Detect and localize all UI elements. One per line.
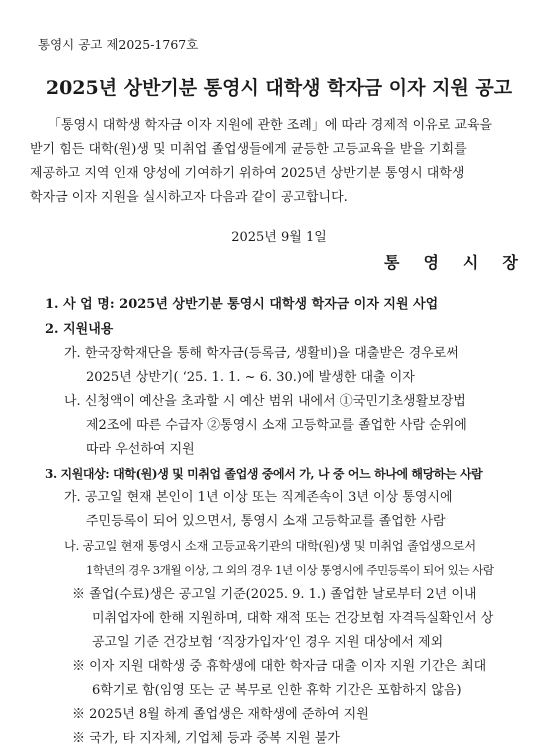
note-1-line-1: ※ 졸업(수료)생은 공고일 기준(2025. 9. 1.) 졸업한 날로부터 2년 이내 <box>72 587 477 602</box>
section-1-business-name: 1. 사 업 명: 2025년 상반기분 통영시 대학생 학자금 이자 지원 사업 <box>45 297 439 312</box>
section-2-item-a-line-2: 2025년 상반기( ‘25. 1. 1. ~ 6. 30.)에 발생한 대출 이자 <box>86 370 415 385</box>
section-3-item-b-line-2: 1학년의 경우 3개월 이상, 그 외의 경우 1년 이상 통영시에 주민등록이 되어 있는 사람 <box>86 563 494 577</box>
announcement-date: 2025년 9월 1일 <box>231 230 327 245</box>
section-2-item-b-line-3: 따라 우선하여 지원 <box>86 442 195 457</box>
section-2-item-b-line-1: 나. 신청액이 예산을 초과할 시 예산 범위 내에서 ①국민기초생활보장법 <box>64 394 466 409</box>
note-2-line-2: 6학기로 함(임영 또는 군 복무로 인한 휴학 기간은 포함하지 않음) <box>92 683 462 698</box>
intro-line-1: 「통영시 대학생 학자금 이자 지원에 관한 조례」에 따라 경제적 이유로 교육을 <box>48 118 493 133</box>
intro-line-4: 학자금 이자 지원을 실시하고자 다음과 같이 공고합니다. <box>30 190 348 205</box>
section-2-heading: 2. 지원내용 <box>45 322 114 337</box>
section-3-heading: 3. 지원대상: 대학(원)생 및 미취업 졸업생 중에서 가, 나 중 어느 하나에 해당하는 사람 <box>45 467 483 481</box>
note-2-line-1: ※ 이자 지원 대학생 중 휴학생에 대한 학자금 대출 이자 지원 기간은 최대 <box>72 659 487 674</box>
note-3: ※ 2025년 8월 하계 졸업생은 재학생에 준하여 지원 <box>72 707 369 722</box>
note-4: ※ 국가, 타 지자체, 기업체 등과 중복 지원 불가 <box>72 731 340 746</box>
intro-line-2: 받기 힘든 대학(원)생 및 미취업 졸업생들에게 균등한 고등교육을 받을 기회를 <box>30 142 467 157</box>
document-title: 2025년 상반기분 통영시 대학생 학자금 이자 지원 공고 <box>45 77 513 99</box>
note-1-line-3: 공고일 기준 건강보험 ‘직장가입자’인 경우 지원 대상에서 제외 <box>92 635 444 650</box>
note-1-line-2: 미취업자에 한해 지원하며, 대학 재적 또는 건강보험 자격득실확인서 상 <box>92 611 494 626</box>
section-2-item-b-line-2: 제2조에 따른 수급자 ②통영시 소재 고등학교를 졸업한 사람 순위에 <box>86 418 467 433</box>
section-2-item-a-line-1: 가. 한국장학재단을 통해 학자금(등록금, 생활비)을 대출받은 경우로써 <box>64 346 459 361</box>
section-3-item-a-line-1: 가. 공고일 현재 본인이 1년 이상 또는 직계존속이 3년 이상 통영시에 <box>64 490 453 505</box>
section-3-item-a-line-2: 주민등록이 되어 있으면서, 통영시 소재 고등학교를 졸업한 사람 <box>86 514 446 529</box>
issuing-organization: 통영시장 <box>384 253 542 272</box>
section-3-item-b-line-1: 나. 공고일 현재 통영시 소재 고등교육기관의 대학(원)생 및 미취업 졸업생으로서 <box>64 539 476 553</box>
intro-line-3: 제공하고 지역 인재 양성에 기여하기 위하여 2025년 상반기분 통영시 대학생 <box>30 166 465 181</box>
notice-number: 통영시 공고 제2025-1767호 <box>38 37 199 52</box>
